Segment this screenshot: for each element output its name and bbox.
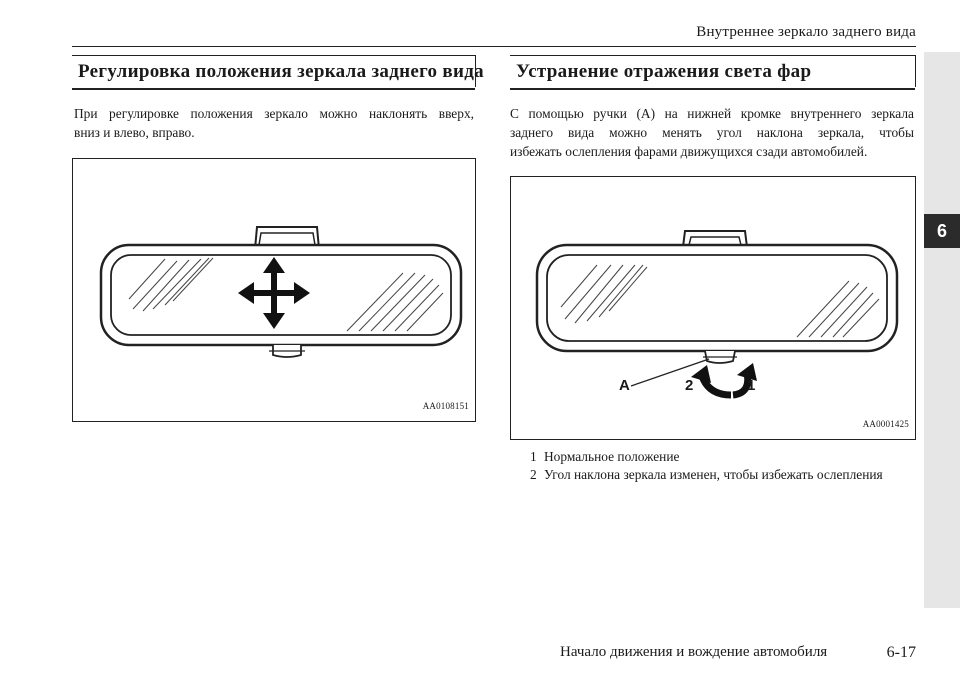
left-paragraph-line-2: вниз и влево, вправо. xyxy=(74,125,195,140)
mirror-adjust-figure xyxy=(72,158,476,422)
right-section-paragraph xyxy=(510,104,914,161)
antiglare-illustration xyxy=(511,177,915,439)
legend-item-number: 1 xyxy=(530,449,537,464)
antiglare-figure xyxy=(510,176,916,440)
position-1-callout-label: 1 xyxy=(747,377,756,394)
right-paragraph-line-1: С помощью ручки (А) на нижней кромке внутреннего зеркала xyxy=(510,106,914,121)
page-number: 6-17 xyxy=(886,644,916,661)
left-figure-code: AA0108151 xyxy=(422,401,469,411)
legend-item-text: Нормальное положение xyxy=(544,449,680,464)
chapter-number-badge: 6 xyxy=(924,214,960,248)
legend-item-text: Угол наклона зеркала изменен, чтобы избежать ослепления xyxy=(544,467,883,482)
left-section-heading-box xyxy=(72,55,484,87)
lever-callout-label: A xyxy=(619,377,630,394)
legend-item xyxy=(530,466,883,484)
figure-legend xyxy=(530,448,883,484)
left-section-paragraph xyxy=(74,104,474,142)
right-paragraph-line-3: избежать ослепления фарами движущихся сзади автомобилей. xyxy=(510,144,868,159)
chapter-side-tab xyxy=(924,52,960,608)
footer-section-title: Начало движения и вождение автомобиля xyxy=(560,644,828,660)
header-rule xyxy=(72,46,916,47)
running-header: Внутреннее зеркало заднего вида xyxy=(696,24,916,40)
right-figure-code: AA0001425 xyxy=(862,419,909,429)
position-2-callout-label: 2 xyxy=(685,377,694,394)
left-section-title: Регулировка положения зеркала заднего вида xyxy=(78,60,484,82)
legend-item-number: 2 xyxy=(530,467,537,482)
right-section-heading-box xyxy=(510,55,916,87)
legend-item xyxy=(530,448,883,466)
right-paragraph-line-2: заднего вида можно менять угол наклона зеркала, чтобы xyxy=(510,125,914,140)
mirror-adjust-illustration xyxy=(73,159,475,421)
right-section-title: Устранение отражения света фар xyxy=(516,60,812,82)
left-paragraph-line-1: При регулировке положения зеркало можно наклонять вверх, xyxy=(74,106,474,121)
